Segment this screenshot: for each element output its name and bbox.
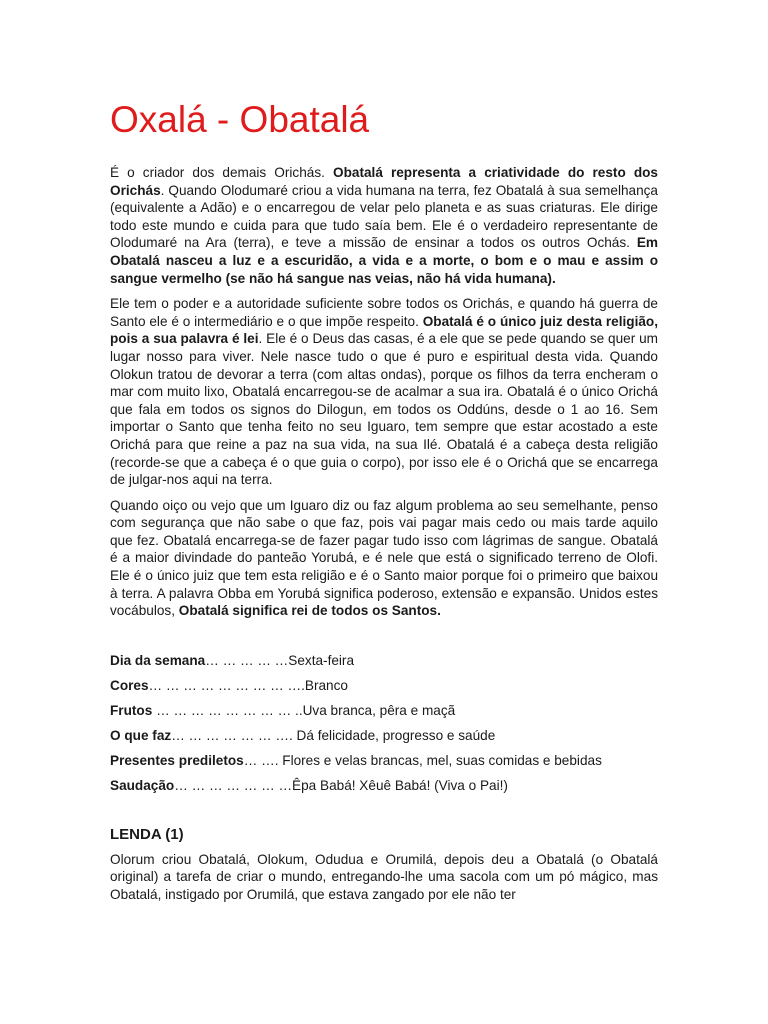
attribute-value: Êpa Babá! Xêuê Babá! (Viva o Pai!)	[292, 777, 508, 793]
attribute-dots: … … … … … … … … ..	[152, 702, 303, 718]
bold-text-run: Obatalá representa a criatividade do resto dos Orichás	[110, 165, 658, 198]
attribute-key: Cores	[110, 677, 149, 693]
attribute-dots: … ….	[243, 752, 279, 768]
attribute-dots: … … … … … … ….	[171, 727, 293, 743]
paragraph	[110, 295, 658, 489]
bold-text-run: Obatalá significa rei de todos os Santos.	[178, 603, 441, 619]
text-run: Ele tem o poder e a autoridade suficiente sobre todos os Orichás, e quando há guerra de Santo ele é o intermediário e o que impõe respeito.	[110, 296, 658, 329]
attribute-value: Uva branca, pêra e maçã	[302, 702, 456, 718]
text-run: . Ele é o Deus das casas, é a ele que se pede quando se quer um lugar nosso para viver. Nele nasce tudo o que é puro e espiritual desta vida. Quando Olokun tratou de devorar a terra (com altas ondas), porque os filhos da terra encheram o mar com muito lixo, Obatalá encarregou-se de acalmar a sua ira. Obatalá é o único Orichá que fala em todos os signos do Dilogun, em todos os Oddúns, desde o 1 ao 16. Sem importar o Santo que tenha feito no seu Iguaro, tem sempre que estar acostado a este Orichá para que reine a paz na sua vida, na sua Ilé. Obatalá é a cabeça desta religião (recorde-se que a cabeça é o que guia o corpo), por isso ele é o Orichá que se encarrega de julgar-nos aqui na terra.	[110, 331, 658, 488]
attribute-row	[110, 677, 658, 694]
attribute-value: Flores e velas brancas, mel, suas comidas e bebidas	[278, 752, 602, 768]
attribute-dots: … … … … … … …	[174, 777, 293, 793]
attribute-row	[110, 777, 658, 794]
attribute-value: Sexta-feira	[288, 652, 355, 668]
bold-text-run: Em Obatalá nasceu a luz e a escuridão, a vida e a morte, o bom e o mau e assim o sangue vermelho (se não há sangue nas veias, não há vida humana).	[110, 235, 658, 286]
document-page	[110, 98, 658, 912]
bold-text-run: Obatalá é o único juiz desta religião, pois a sua palavra é lei	[110, 313, 658, 347]
paragraph	[110, 497, 658, 620]
attribute-value: Branco	[304, 677, 348, 693]
attribute-row	[110, 702, 658, 719]
section-heading: LENDA (1)	[110, 825, 184, 843]
text-run: É o criador dos demais Orichás.	[110, 165, 334, 180]
attribute-value: Dá felicidade, progresso e saúde	[292, 727, 496, 743]
attribute-key: Dia da semana	[110, 652, 206, 668]
attribute-row	[110, 652, 658, 669]
page-title: Oxalá - Obatalá	[110, 99, 370, 140]
body-text	[110, 164, 658, 620]
attribute-dots: … … … … … … … … ….	[148, 677, 305, 693]
attribute-key: Frutos	[110, 702, 153, 718]
attribute-key: Presentes prediletos	[110, 752, 244, 768]
attribute-dots: … … … … …	[205, 652, 289, 668]
legend-paragraph: Olorum criou Obatalá, Olokum, Odudua e Orumilá, depois deu a Obatalá (o Obatalá original) a tarefa de criar o mundo, entregando-lhe uma sacola com um pó mágico, mas Obatalá, instigado por Orumilá, que estava zangado por ele não ter	[110, 851, 658, 903]
attribute-row	[110, 727, 658, 744]
text-run: Quando oiço ou vejo que um Iguaro diz ou faz algum problema ao seu semelhante, penso com segurança que não sabe o que faz, pois vai pagar mais cedo ou mais tarde aquilo que fez. Obatalá encarrega-se de fazer pagar tudo isso com lágrimas de sangue. Obatalá é a maior divindade do panteão Yorubá, e é nele que está o significado terreno de Olofi. Ele é o único juiz que tem esta religião e é o Santo maior porque foi o primeiro que baixou à terra. A palavra Obba em Yorubá significa poderoso, extensão e expansão. Unidos estes vocábulos,	[110, 497, 658, 619]
text-run: . Quando Olodumaré criou a vida humana na terra, fez Obatalá à sua semelhança (equivalente a Adão) e o encarregou de velar pelo planeta e as suas criaturas. Ele dirige todo este mundo e cuida para que tudo saía bem. Ele é o verdadeiro representante de Olodumaré na Ara (terra), e teve a missão de ensinar a todos os outros Ochás.	[110, 182, 658, 251]
attribute-key: Saudação	[110, 777, 175, 793]
attribute-row	[110, 752, 658, 769]
paragraph	[110, 164, 658, 287]
attributes-list	[110, 652, 658, 794]
attribute-key: O que faz	[110, 727, 172, 743]
